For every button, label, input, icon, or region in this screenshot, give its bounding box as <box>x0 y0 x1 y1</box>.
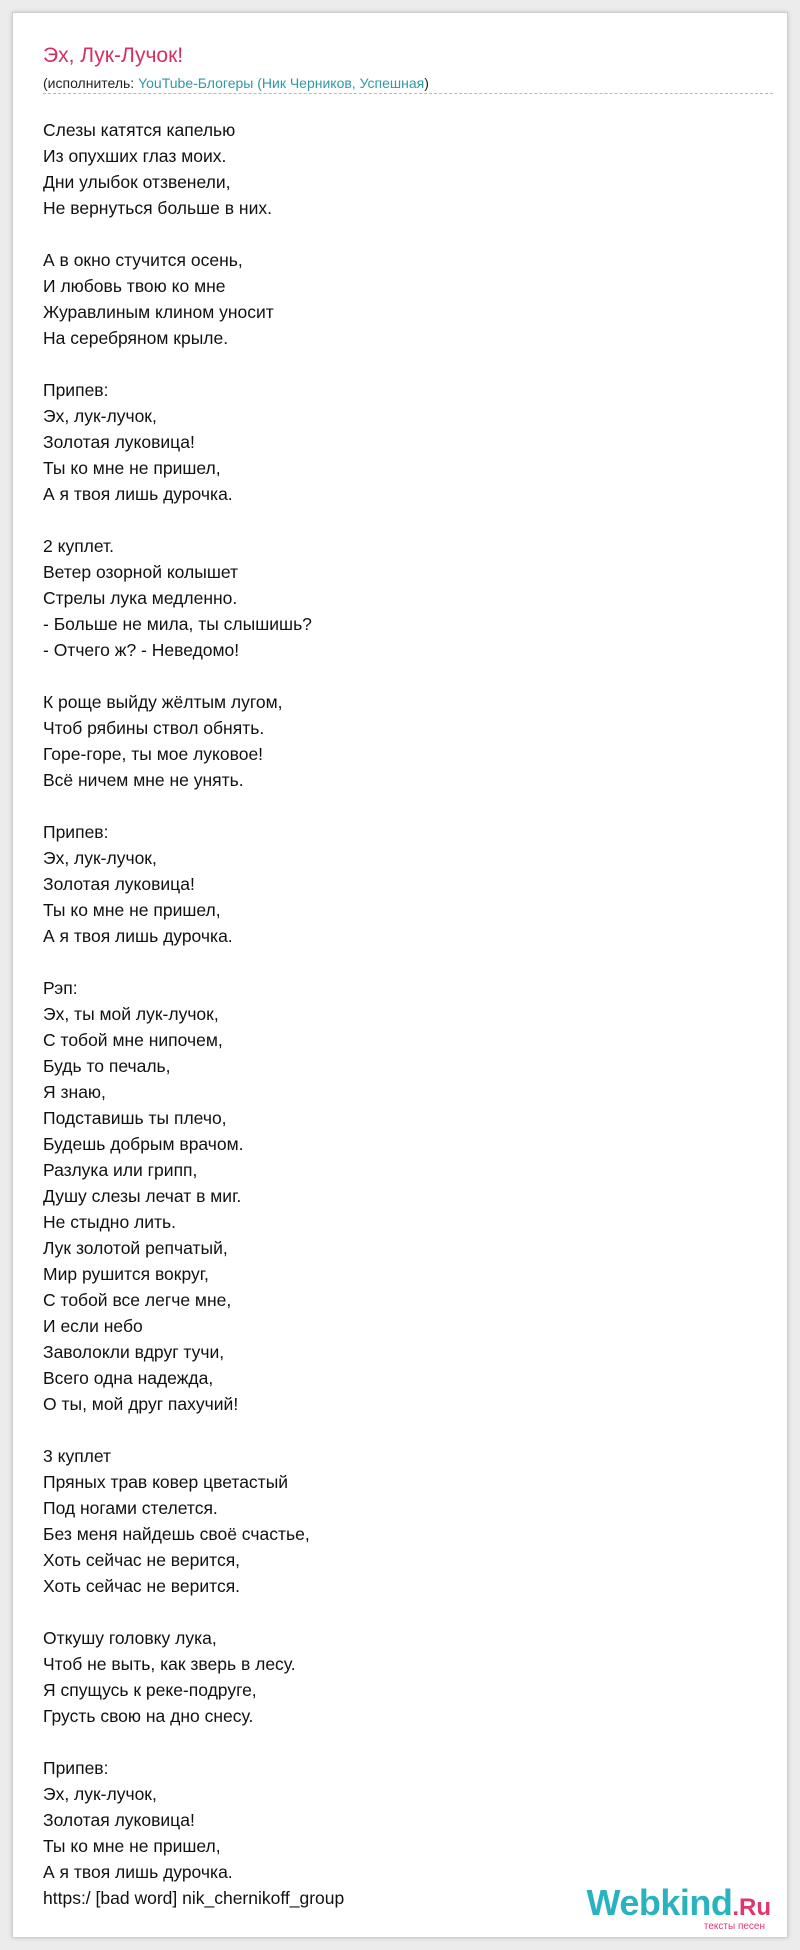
lyric-line: Грусть свою на дно снесу. <box>43 1706 254 1726</box>
lyric-line: Будешь добрым врачом. <box>43 1134 244 1154</box>
lyric-line: И если небо <box>43 1316 143 1336</box>
lyric-line: Будь то печаль, <box>43 1056 171 1076</box>
lyric-line: Разлука или грипп, <box>43 1160 198 1180</box>
stanza-gap <box>43 351 763 377</box>
lyric-line: Без меня найдешь своё счастье, <box>43 1524 310 1544</box>
lyric-line: Хоть сейчас не верится. <box>43 1576 241 1596</box>
lyric-line: Стрелы лука медленно. <box>43 588 238 608</box>
stanza-gap <box>43 663 763 689</box>
stanza-gap <box>43 507 763 533</box>
lyric-line: Всё ничем мне не унять. <box>43 770 244 790</box>
lyric-line: Эх, лук-лучок, <box>43 406 157 426</box>
stanza-gap <box>43 949 763 975</box>
performer-prefix: (исполнитель: <box>43 75 139 91</box>
lyric-line: 2 куплет. <box>43 536 114 556</box>
lyric-line: Ты ко мне не пришел, <box>43 458 221 478</box>
lyric-line: Припев: <box>43 822 109 842</box>
lyric-line: Я знаю, <box>43 1082 106 1102</box>
lyrics-card <box>12 12 788 1938</box>
lyric-line: 3 куплет <box>43 1446 112 1466</box>
lyric-line: Припев: <box>43 380 109 400</box>
lyric-line: Золотая луковица! <box>43 432 195 452</box>
lyric-line: Эх, лук-лучок, <box>43 848 157 868</box>
stanza-gap <box>43 1417 763 1443</box>
lyric-line: К роще выйду жёлтым лугом, <box>43 692 283 712</box>
lyric-line: Чтоб рябины ствол обнять. <box>43 718 265 738</box>
stanza-gap <box>43 221 763 247</box>
lyric-line: https:/ [bad word] nik_chernikoff_group <box>43 1888 345 1908</box>
lyric-line: Ветер озорной колышет <box>43 562 239 582</box>
lyric-line: Не стыдно лить. <box>43 1212 177 1232</box>
lyric-line: Хоть сейчас не верится, <box>43 1550 241 1570</box>
lyric-line: Под ногами стелется. <box>43 1498 218 1518</box>
lyric-line: Припев: <box>43 1758 109 1778</box>
logo-tld: .Ru <box>732 1894 771 1921</box>
webkind-logo[interactable] <box>571 1882 771 1935</box>
lyric-line: А я твоя лишь дурочка. <box>43 1862 233 1882</box>
lyric-line: Эх, ты мой лук-лучок, <box>43 1004 219 1024</box>
lyric-line: О ты, мой друг пахучий! <box>43 1394 239 1414</box>
lyric-line: Лук золотой репчатый, <box>43 1238 228 1258</box>
lyric-line: Не вернуться больше в них. <box>43 198 272 218</box>
lyric-line: Дни улыбок отзвенели, <box>43 172 231 192</box>
lyric-line: Чтоб не выть, как зверь в лесу. <box>43 1654 296 1674</box>
lyric-line: Ты ко мне не пришел, <box>43 900 221 920</box>
lyric-line: Мир рушится вокруг, <box>43 1264 209 1284</box>
lyrics-text <box>43 117 763 1911</box>
lyric-line: Эх, лук-лучок, <box>43 1784 157 1804</box>
lyric-line: С тобой мне нипочем, <box>43 1030 223 1050</box>
performer-suffix: ) <box>424 75 429 91</box>
stanza-gap <box>43 793 763 819</box>
lyric-line: На серебряном крыле. <box>43 328 229 348</box>
lyric-line: Откушу головку лука, <box>43 1628 217 1648</box>
lyric-line: И любовь твою ко мне <box>43 276 226 296</box>
lyric-line: Рэп: <box>43 978 78 998</box>
lyric-line: - Больше не мила, ты слышишь? <box>43 614 312 634</box>
lyric-line: Всего одна надежда, <box>43 1368 214 1388</box>
lyric-line: Душу слезы лечат в миг. <box>43 1186 242 1206</box>
lyric-line: А я твоя лишь дурочка. <box>43 484 233 504</box>
logo-name: Webkind <box>586 1882 733 1923</box>
song-title: Эх, Лук-Лучок! <box>43 44 184 67</box>
performer-link[interactable]: YouTube-Блогеры (Ник Черников, Успешная <box>138 75 425 91</box>
lyric-line: Ты ко мне не пришел, <box>43 1836 221 1856</box>
lyric-line: Я спущусь к реке-подруге, <box>43 1680 257 1700</box>
lyric-line: С тобой все легче мне, <box>43 1290 232 1310</box>
lyric-line: Заволокли вдруг тучи, <box>43 1342 225 1362</box>
performer-line <box>43 74 429 92</box>
lyric-line: А я твоя лишь дурочка. <box>43 926 233 946</box>
lyric-line: - Отчего ж? - Неведомо! <box>43 640 240 660</box>
lyric-line: Золотая луковица! <box>43 1810 195 1830</box>
dashed-divider <box>43 93 773 94</box>
stanza-gap <box>43 1599 763 1625</box>
lyric-line: Подставишь ты плечо, <box>43 1108 227 1128</box>
lyric-line: Слезы катятся капелью <box>43 120 236 140</box>
logo-tagline: тексты песен <box>703 1921 765 1932</box>
lyric-line: Из опухших глаз моих. <box>43 146 227 166</box>
lyric-line: Горе-горе, ты мое луковое! <box>43 744 264 764</box>
logo-wordmark <box>571 1882 771 1926</box>
lyric-line: Золотая луковица! <box>43 874 195 894</box>
lyric-line: Пряных трав ковер цветастый <box>43 1472 289 1492</box>
lyric-line: Журавлиным клином уносит <box>43 302 274 322</box>
lyric-line: А в окно стучится осень, <box>43 250 243 270</box>
stanza-gap <box>43 1729 763 1755</box>
